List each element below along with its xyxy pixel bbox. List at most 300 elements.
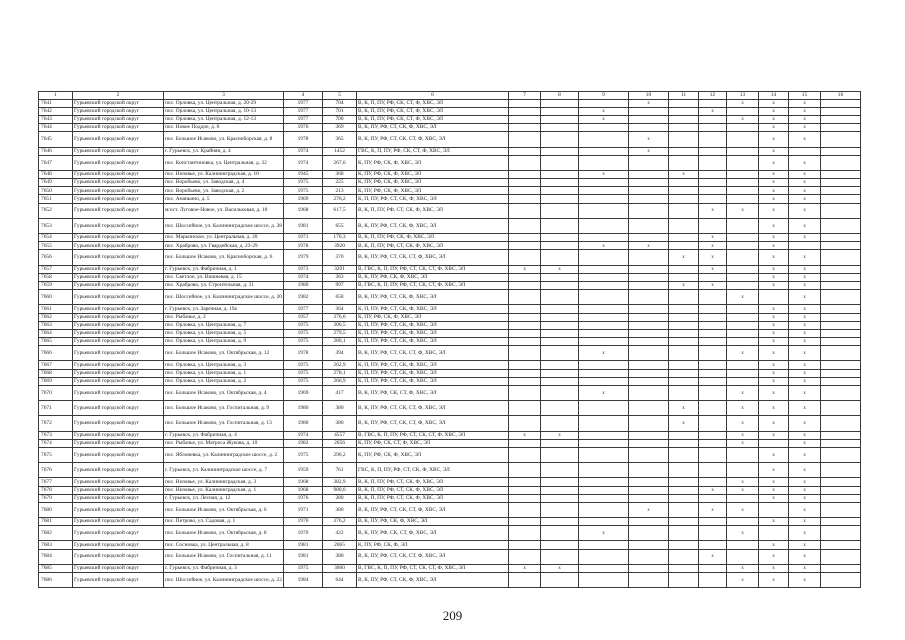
row-number-cell: 7652 [39,203,73,218]
table-row [39,265,861,273]
mark-cell-col-15: х [789,401,821,416]
mark-cell-col-13 [727,329,759,337]
mark-cell-col-15: х [789,377,821,385]
mark-cell-col-11 [669,115,699,123]
municipality-cell: Гурьевский городской округ [73,329,164,337]
mark-cell-col-11 [669,234,699,242]
column-number-header: 9 [579,92,629,100]
mark-cell-col-11 [669,541,699,549]
mark-cell-col-13: х [727,502,759,517]
mark-cell-col-11 [669,369,699,377]
mark-cell-col-7 [509,369,541,377]
mark-cell-col-12: х [699,203,727,218]
municipality-cell: Гурьевский городской округ [73,549,164,564]
mark-cell-col-13: х [727,346,759,361]
mark-cell-col-13: х [727,115,759,123]
mark-cell-col-14: х [759,486,789,494]
page-number: 209 [442,608,463,623]
mark-cell-col-13 [727,361,759,369]
year-cell: 1974 [284,273,323,281]
mark-cell-col-16 [821,439,861,447]
mark-cell-col-16 [821,486,861,494]
services-cell: В, К, П, ПУ, РФ, СК, СТ, Ф, ХВС, ЭЛ [357,99,509,107]
mark-cell-col-9 [579,234,629,242]
mark-cell-col-11 [669,463,699,478]
mark-cell-col-13 [727,463,759,478]
year-cell: 1957 [284,313,323,321]
services-cell: К, П, ПУ, РФ, СТ, СК, Ф, ХВС, ЭЛ [357,369,509,377]
row-number-cell: 7642 [39,107,73,115]
row-number-cell: 7661 [39,305,73,313]
mark-cell-col-7 [509,132,541,147]
services-cell: В, К, П, ПУ, РФ, СТ, СК, Ф, ХВС, ЭЛ [357,478,509,486]
mark-cell-col-12: х [699,250,727,265]
mark-cell-col-8 [541,386,579,401]
table-row [39,431,861,439]
municipality-cell: Гурьевский городской округ [73,195,164,203]
mark-cell-col-10 [629,203,669,218]
row-number-cell: 7649 [39,179,73,187]
services-cell: К, ПУ, РФ, СК, Ф, ХВС, ЭЛ [357,155,509,170]
mark-cell-col-13 [727,321,759,329]
row-number-cell: 7663 [39,321,73,329]
mark-cell-col-9 [579,518,629,526]
row-number-cell: 7686 [39,573,73,588]
year-cell: 1969 [284,195,323,203]
area-cell: 279,5 [323,329,357,337]
mark-cell-col-12 [699,526,727,541]
services-cell: В, К, П, ПУ, РФ, СТ, СК, Ф, ХВС, ЭЛ [357,242,509,250]
mark-cell-col-8 [541,486,579,494]
mark-cell-col-7 [509,203,541,218]
mark-cell-col-11 [669,518,699,526]
municipality-cell: Гурьевский городской округ [73,401,164,416]
mark-cell-col-10 [629,218,669,233]
table-row [39,155,861,170]
mark-cell-col-13 [727,313,759,321]
mark-cell-col-8 [541,107,579,115]
mark-cell-col-11: х [669,281,699,289]
mark-cell-col-10 [629,187,669,195]
mark-cell-col-13 [727,147,759,155]
mark-cell-col-14: х [759,564,789,572]
services-cell: В, К, ПУ, РФ, СТ, СК, СТ, Ф, ХВС, ЭЛ [357,416,509,431]
mark-cell-col-9 [579,564,629,572]
mark-cell-col-12 [699,377,727,385]
mark-cell-col-10 [629,346,669,361]
address-cell: пос. Орловка, ул. Центральная, д. 3 [164,361,284,369]
address-cell: пос. Большое Исаково, ул. Госпитальная, д. 9 [164,401,284,416]
area-cell: 380 [323,502,357,517]
row-number-cell: 7679 [39,494,73,502]
year-cell: 1977 [284,99,323,107]
mark-cell-col-7 [509,273,541,281]
mark-cell-col-11 [669,290,699,305]
area-cell: 225 [323,179,357,187]
mark-cell-col-8 [541,147,579,155]
column-number-header: 6 [357,92,509,100]
municipality-cell: Гурьевский городской округ [73,377,164,385]
mark-cell-col-7 [509,218,541,233]
address-cell: пос. Большое Исаково, ул. Красноборская, д. 8 [164,132,284,147]
municipality-cell: Гурьевский городской округ [73,99,164,107]
mark-cell-col-11 [669,447,699,462]
mark-cell-col-15: х [789,494,821,502]
table-row [39,250,861,265]
mark-cell-col-13: х [727,290,759,305]
column-number-header: 10 [629,92,669,100]
row-number-cell: 7677 [39,478,73,486]
table-body [39,99,861,588]
mark-cell-col-11 [669,439,699,447]
mark-cell-col-8 [541,234,579,242]
services-cell: В, К, ПУ, РФ, СК, Ф, ХВС, ЭЛ [357,518,509,526]
mark-cell-col-14: х [759,369,789,377]
area-cell: 267,6 [323,155,357,170]
municipality-cell: Гурьевский городской округ [73,170,164,178]
services-cell: К, П, ПУ, РФ, СТ, СК, Ф, ХВС, ЭЛ [357,305,509,313]
mark-cell-col-13 [727,369,759,377]
address-cell: пос. Ананьино, д. 5 [164,195,284,203]
area-cell: 394 [323,346,357,361]
column-number-header: 1 [39,92,73,100]
mark-cell-col-9 [579,573,629,588]
municipality-cell: Гурьевский городской округ [73,203,164,218]
area-cell: 380 [323,549,357,564]
mark-cell-col-8 [541,99,579,107]
mark-cell-col-10 [629,338,669,346]
mark-cell-col-9 [579,549,629,564]
mark-cell-col-16 [821,107,861,115]
mark-cell-col-12 [699,305,727,313]
mark-cell-col-7 [509,549,541,564]
mark-cell-col-11 [669,502,699,517]
mark-cell-col-12: х [699,281,727,289]
mark-cell-col-10 [629,265,669,273]
mark-cell-col-9 [579,463,629,478]
municipality-cell: Гурьевский городской округ [73,234,164,242]
column-number-header: 15 [789,92,821,100]
address-cell: пос. Большое Исаково, ул. Госпитальная, д. 11 [164,549,284,564]
mark-cell-col-13: х [727,386,759,401]
year-cell: 1981 [284,218,323,233]
mark-cell-col-14: х [759,107,789,115]
mark-cell-col-7 [509,124,541,132]
row-number-cell: 7648 [39,170,73,178]
mark-cell-col-16 [821,361,861,369]
year-cell: 1975 [284,564,323,572]
mark-cell-col-16 [821,401,861,416]
year-cell: 1973 [284,265,323,273]
mark-cell-col-8 [541,195,579,203]
mark-cell-col-15: х [789,281,821,289]
table-row [39,179,861,187]
mark-cell-col-8 [541,203,579,218]
mark-cell-col-12 [699,155,727,170]
mark-cell-col-7 [509,329,541,337]
mark-cell-col-10 [629,250,669,265]
municipality-cell: Гурьевский городской округ [73,369,164,377]
year-cell: 1977 [284,305,323,313]
mark-cell-col-8 [541,329,579,337]
mark-cell-col-14: х [759,155,789,170]
table-row [39,478,861,486]
mark-cell-col-10 [629,463,669,478]
mark-cell-col-13 [727,518,759,526]
mark-cell-col-7 [509,115,541,123]
mark-cell-col-14 [759,439,789,447]
mark-cell-col-7 [509,338,541,346]
mark-cell-col-13 [727,265,759,273]
mark-cell-col-11 [669,147,699,155]
mark-cell-col-16 [821,478,861,486]
mark-cell-col-10 [629,526,669,541]
mark-cell-col-8 [541,541,579,549]
row-number-cell: 7667 [39,361,73,369]
area-cell: 617,5 [323,203,357,218]
services-cell: В, К, ПУ, РФ, СК, Ф, ХВС, ЭЛ [357,273,509,281]
year-cell: 1975 [284,369,323,377]
mark-cell-col-10 [629,124,669,132]
mark-cell-col-8 [541,242,579,250]
mark-cell-col-9 [579,494,629,502]
mark-cell-col-14: х [759,573,789,588]
mark-cell-col-14: х [759,541,789,549]
area-cell: 2056 [323,439,357,447]
row-number-cell: 7650 [39,187,73,195]
mark-cell-col-11 [669,218,699,233]
year-cell: 1979 [284,250,323,265]
area-cell: 370 [323,250,357,265]
address-cell: г. Гурьевск, ул. Фабричная, д. 1 [164,265,284,273]
row-number-cell: 7676 [39,463,73,478]
year-cell: 1978 [284,346,323,361]
municipality-cell: Гурьевский городской округ [73,273,164,281]
mark-cell-col-10 [629,518,669,526]
mark-cell-col-15: х [789,518,821,526]
mark-cell-col-16 [821,338,861,346]
municipality-cell: Гурьевский городской округ [73,386,164,401]
mark-cell-col-14: х [759,313,789,321]
mark-cell-col-15: х [789,346,821,361]
mark-cell-col-7 [509,107,541,115]
mark-cell-col-7 [509,170,541,178]
mark-cell-col-14: х [759,203,789,218]
mark-cell-col-13 [727,234,759,242]
area-cell: 644 [323,573,357,588]
column-number-header: 11 [669,92,699,100]
mark-cell-col-16 [821,329,861,337]
mark-cell-col-11 [669,526,699,541]
mark-cell-col-12 [699,416,727,431]
mark-cell-col-13 [727,195,759,203]
row-number-cell: 7674 [39,439,73,447]
mark-cell-col-14 [759,526,789,541]
mark-cell-col-7 [509,416,541,431]
table-row [39,439,861,447]
services-cell: К, ПУ, РФ, СК, Ф, ХВС, ЭЛ [357,187,509,195]
column-number-header: 2 [73,92,164,100]
mark-cell-col-9 [579,281,629,289]
municipality-cell: Гурьевский городской округ [73,486,164,494]
year-cell: 1980 [284,416,323,431]
services-cell: К, П, ПУ, РФ, СТ, СК, Ф, ХВС, ЭЛ [357,361,509,369]
services-cell: К, П, ПУ, РФ, СТ, СК, Ф, ХВС, ЭЛ [357,338,509,346]
mark-cell-col-12: х [699,107,727,115]
mark-cell-col-12: х [699,234,727,242]
mark-cell-col-15: х [789,124,821,132]
mark-cell-col-10 [629,431,669,439]
mark-cell-col-13 [727,107,759,115]
mark-cell-col-15: х [789,329,821,337]
mark-cell-col-11 [669,155,699,170]
municipality-cell: Гурьевский городской округ [73,338,164,346]
mark-cell-col-15: х [789,361,821,369]
mark-cell-col-13 [727,549,759,564]
mark-cell-col-11 [669,494,699,502]
mark-cell-col-11 [669,431,699,439]
mark-cell-col-16 [821,115,861,123]
row-number-cell: 7683 [39,541,73,549]
address-cell: пос. Петрово, ул. Садовая, д. 1 [164,518,284,526]
mark-cell-col-14: х [759,377,789,385]
mark-cell-col-16 [821,541,861,549]
mark-cell-col-8 [541,281,579,289]
mark-cell-col-13 [727,494,759,502]
mark-cell-col-8 [541,250,579,265]
mark-cell-col-10: х [629,147,669,155]
services-cell: В, К, ПУ, РФ, СТ, СК, Ф, ХВС, ЭЛ [357,218,509,233]
mark-cell-col-11 [669,321,699,329]
services-cell: К, ПУ, РФ, СК, СТ, Ф, ХВС, ЭЛ [357,439,509,447]
area-cell: 417 [323,386,357,401]
mark-cell-col-13 [727,541,759,549]
table-row [39,573,861,588]
services-cell: В, К, ПУ, РФ, СТ, СК, Ф, ХВС, ЭЛ [357,573,509,588]
municipality-cell: Гурьевский городской округ [73,155,164,170]
mark-cell-col-11: х [669,250,699,265]
mark-cell-col-9 [579,305,629,313]
area-cell: 364 [323,305,357,313]
mark-cell-col-8 [541,155,579,170]
mark-cell-col-16 [821,250,861,265]
mark-cell-col-11 [669,124,699,132]
mark-cell-col-15: х [789,486,821,494]
municipality-cell: Гурьевский городской округ [73,361,164,369]
year-cell: 1977 [284,107,323,115]
mark-cell-col-15: х [789,321,821,329]
row-number-cell: 7656 [39,250,73,265]
mark-cell-col-15: х [789,305,821,313]
mark-cell-col-14: х [759,242,789,250]
table-row [39,321,861,329]
services-cell: В, К, П, ПУ, РФ, СК, СТ, Ф, ХВС, ЭЛ [357,115,509,123]
mark-cell-col-10 [629,486,669,494]
mark-cell-col-8 [541,526,579,541]
services-cell: В, К, ПУ, РФ, СК, СТ, Ф, ХВС, ЭЛ [357,386,509,401]
mark-cell-col-9 [579,502,629,517]
mark-cell-col-16 [821,281,861,289]
mark-cell-col-10 [629,369,669,377]
mark-cell-col-12 [699,369,727,377]
year-cell: 1982 [284,290,323,305]
column-number-header: 16 [821,92,861,100]
mark-cell-col-9: х [579,526,629,541]
mark-cell-col-15: х [789,338,821,346]
year-cell: 1976 [284,518,323,526]
mark-cell-col-7 [509,250,541,265]
mark-cell-col-10 [629,401,669,416]
mark-cell-col-15: х [789,431,821,439]
mark-cell-col-7 [509,518,541,526]
mark-cell-col-13 [727,124,759,132]
area-cell: 2065 [323,541,357,549]
mark-cell-col-15: х [789,416,821,431]
mark-cell-col-9 [579,361,629,369]
mark-cell-col-16 [821,494,861,502]
row-number-cell: 7675 [39,447,73,462]
services-cell: К, П, ПУ, РФ, СТ, СК, Ф, ХВС, ЭЛ [357,329,509,337]
mark-cell-col-7: х [509,564,541,572]
mark-cell-col-9 [579,218,629,233]
mark-cell-col-7 [509,179,541,187]
table-row [39,369,861,377]
mark-cell-col-16 [821,313,861,321]
mark-cell-col-12: х [699,486,727,494]
mark-cell-col-8 [541,305,579,313]
mark-cell-col-12: х [699,242,727,250]
services-cell: К, П, ПУ, РФ, СТ, СК, Ф, ХВС, ЭЛ [357,195,509,203]
services-cell: В, К, ПУ, РФ, СТ, СК, СТ, Ф, ХВС, ЭЛ [357,549,509,564]
mark-cell-col-8 [541,273,579,281]
area-cell: 280 [323,494,357,502]
mark-cell-col-16 [821,564,861,572]
mark-cell-col-14: х [759,99,789,107]
row-number-cell: 7641 [39,99,73,107]
year-cell: 1974 [284,431,323,439]
address-cell: пос. Орловка, ул. Центральная, д. 1 [164,369,284,377]
row-number-cell: 7664 [39,329,73,337]
mark-cell-col-8 [541,377,579,385]
table-row [39,541,861,549]
table-row [39,115,861,123]
mark-cell-col-7 [509,313,541,321]
mark-cell-col-10 [629,573,669,588]
services-cell: В, К, ПУ, РФ, СТ, СК, СТ, Ф, ХВС, ЭЛ [357,132,509,147]
mark-cell-col-9 [579,486,629,494]
mark-cell-col-15: х [789,132,821,147]
mark-cell-col-10 [629,494,669,502]
mark-cell-col-11 [669,99,699,107]
mark-cell-col-14: х [759,346,789,361]
row-number-cell: 7658 [39,273,73,281]
table-row [39,313,861,321]
mark-cell-col-12 [699,447,727,462]
table-row [39,526,861,541]
mark-cell-col-12 [699,329,727,337]
mark-cell-col-12 [699,124,727,132]
mark-cell-col-14: х [759,132,789,147]
municipality-cell: Гурьевский городской округ [73,265,164,273]
row-number-cell: 7665 [39,338,73,346]
mark-cell-col-14: х [759,218,789,233]
mark-cell-col-7 [509,147,541,155]
mark-cell-col-15: х [789,369,821,377]
mark-cell-col-7 [509,99,541,107]
mark-cell-col-14: х [759,234,789,242]
mark-cell-col-10 [629,361,669,369]
municipality-cell: Гурьевский городской округ [73,281,164,289]
